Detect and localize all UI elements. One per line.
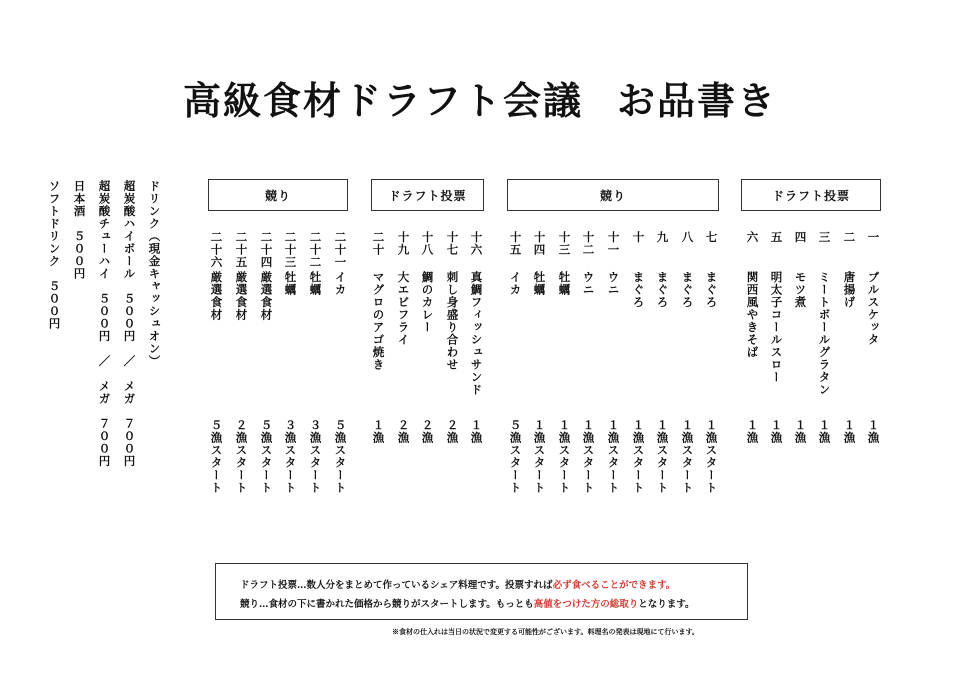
- item-price: ５漁スタート: [259, 419, 274, 494]
- item-name: マグロのアゴ焼き: [371, 271, 386, 371]
- item-name: 鯛のカレー: [420, 271, 435, 334]
- note-auction-text: 競り…食材の下に書かれた価格から競りがスタートします。もっとも: [240, 599, 534, 610]
- item-number: 十八: [420, 231, 435, 256]
- item-number: 三: [817, 231, 832, 244]
- item-number: 十九: [396, 231, 411, 256]
- page-title-main: 高級食材ドラフト会議: [182, 78, 583, 123]
- note-auction: [240, 596, 695, 610]
- item-price: １漁スタート: [680, 419, 695, 494]
- notes-box: [215, 563, 748, 620]
- item-name: 唐揚げ: [842, 271, 857, 309]
- item-name: モツ煮: [793, 271, 808, 309]
- page-title-sub: お品書き: [617, 78, 778, 123]
- note-draft-text: ドラフト投票…数人分をまとめて作っているシェア料理です。投票すれば: [240, 580, 553, 591]
- item-price: ２漁スタート: [234, 419, 249, 494]
- item-price: １漁: [371, 419, 386, 444]
- item-price: ３漁スタート: [283, 419, 298, 494]
- item-name: 刺し身盛り合わせ: [445, 271, 460, 371]
- item-number: 四: [793, 231, 808, 244]
- item-number: 八: [680, 231, 695, 244]
- note-draft: [240, 577, 675, 591]
- item-name: 牡蠣: [532, 271, 547, 296]
- item-name: まぐろ: [704, 271, 719, 309]
- item-price: ３漁スタート: [308, 419, 323, 494]
- item-number: 二十六: [209, 231, 224, 269]
- section-header-draft-2: ドラフト投票: [371, 179, 484, 211]
- item-number: 六: [745, 231, 760, 244]
- item-price: １漁: [769, 419, 784, 444]
- item-name: イカ: [508, 271, 523, 296]
- item-price: １漁: [817, 419, 832, 444]
- note-draft-highlight: 必ず食べることができます。: [552, 580, 676, 591]
- item-number: 十二: [581, 231, 596, 256]
- page-title: [0, 70, 960, 125]
- item-name: まぐろ: [655, 271, 670, 309]
- item-number: 一: [866, 231, 881, 244]
- item-name: 牡蠣: [308, 271, 323, 296]
- item-price: １漁スタート: [532, 419, 547, 494]
- item-name: ウニ: [606, 271, 621, 296]
- item-number: 十五: [508, 231, 523, 256]
- item-number: 二十三: [283, 231, 298, 269]
- item-price: ５漁スタート: [333, 419, 348, 494]
- item-price: １漁: [793, 419, 808, 444]
- item-price: １漁: [469, 419, 484, 444]
- item-name: 明太子コールスロー: [769, 271, 784, 384]
- item-number: 十: [631, 231, 646, 244]
- section-header-auction-2: 競り: [208, 179, 348, 211]
- item-number: 七: [704, 231, 719, 244]
- item-name: ウニ: [581, 271, 596, 296]
- item-number: 十一: [606, 231, 621, 256]
- item-number: 十七: [445, 231, 460, 256]
- item-price: １漁スタート: [631, 419, 646, 494]
- item-price: １漁スタート: [655, 419, 670, 494]
- item-price: １漁: [866, 419, 881, 444]
- item-price: １漁スタート: [557, 419, 572, 494]
- section-header-auction-1: 競り: [507, 179, 719, 211]
- item-number: 九: [655, 231, 670, 244]
- item-price: ２漁: [396, 419, 411, 444]
- item-number: 二十: [371, 231, 386, 256]
- drink-header: ドリンク（現金キャッシュオン）: [147, 180, 162, 368]
- item-number: 十三: [557, 231, 572, 256]
- item-name: 厳選食材: [234, 271, 249, 321]
- item-price: １漁スタート: [606, 419, 621, 494]
- item-number: 五: [769, 231, 784, 244]
- item-price: １漁: [745, 419, 760, 444]
- item-name: 厳選食材: [259, 271, 274, 321]
- item-number: 二十四: [259, 231, 274, 269]
- item-price: １漁: [842, 419, 857, 444]
- drink-item: 超炭酸チューハイ ５００円 ／ メガ ７００円: [97, 180, 112, 468]
- footnote: ※食材の仕入れは当日の状況で変更する可能性がございます。料理名の発表は現地にて行います。: [392, 627, 699, 636]
- item-number: 十四: [532, 231, 547, 256]
- item-number: 二十二: [308, 231, 323, 269]
- item-price: １漁スタート: [581, 419, 596, 494]
- item-name: ブルスケッタ: [866, 271, 881, 346]
- item-number: 二十五: [234, 231, 249, 269]
- drink-item: 日本酒 ５００円: [72, 180, 87, 280]
- note-auction-text-end: となります。: [638, 599, 695, 610]
- note-auction-highlight: 高値をつけた方の総取り: [533, 599, 639, 610]
- item-name: 牡蠣: [557, 271, 572, 296]
- item-name: ミートボールグラタン: [817, 271, 832, 396]
- drink-item: ソフトドリンク ５００円: [47, 180, 62, 330]
- item-price: ５漁スタート: [508, 419, 523, 494]
- item-price: ２漁: [445, 419, 460, 444]
- item-price: ２漁: [420, 419, 435, 444]
- drink-item: 超炭酸ハイボール ５００円 ／ メガ ７００円: [122, 180, 137, 468]
- item-price: １漁スタート: [704, 419, 719, 494]
- item-price: ５漁スタート: [209, 419, 224, 494]
- item-number: 十六: [469, 231, 484, 256]
- item-name: 真鯛フィッシュサンド: [469, 271, 484, 396]
- item-name: イカ: [333, 271, 348, 296]
- item-name: まぐろ: [680, 271, 695, 309]
- item-number: 二: [842, 231, 857, 244]
- item-number: 二十一: [333, 231, 348, 269]
- item-name: まぐろ: [631, 271, 646, 309]
- item-name: 牡蠣: [283, 271, 298, 296]
- item-name: 厳選食材: [209, 271, 224, 321]
- item-name: 関西風やきそば: [745, 271, 760, 359]
- item-name: 大エビフライ: [396, 271, 411, 346]
- section-header-draft-1: ドラフト投票: [741, 179, 881, 211]
